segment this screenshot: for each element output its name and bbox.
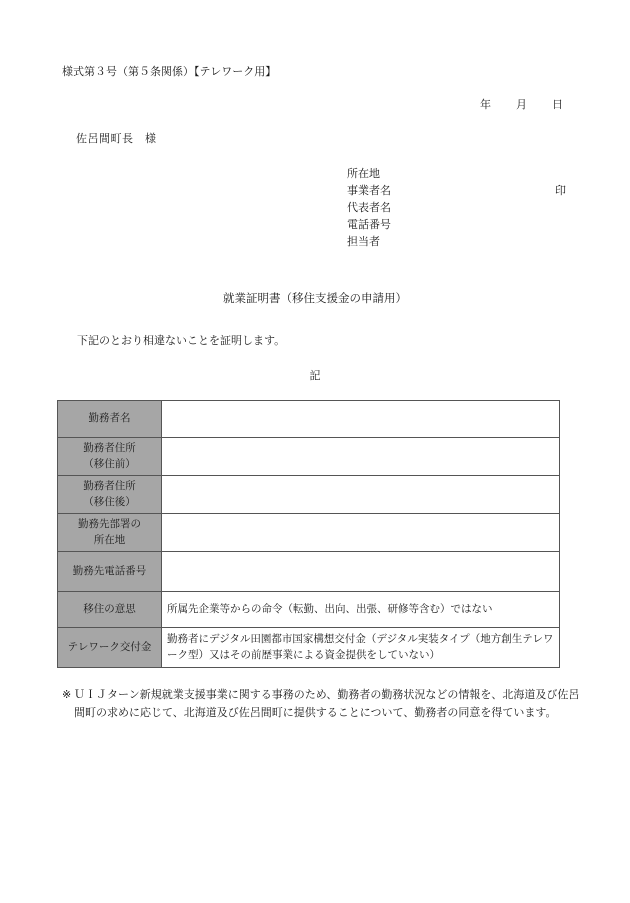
row-label-text: テレワーク交付金 — [67, 640, 152, 653]
applicant-address-label: 所在地 — [347, 167, 380, 180]
date-year-label: 年 — [480, 98, 491, 111]
applicant-phone-label: 電話番号 — [347, 218, 391, 231]
table-row — [58, 514, 560, 552]
form-number: 様式第３号（第５条関係）【テレワーク用】 — [62, 65, 277, 78]
row-label-text: 勤務先部署の 所在地 — [78, 517, 141, 546]
applicant-block — [347, 165, 391, 250]
row-label-telework-grant — [58, 628, 162, 668]
note-mark: ※ — [62, 688, 72, 701]
row-value-telework-grant — [162, 628, 560, 668]
row-value-office-phone[interactable] — [162, 552, 560, 592]
row-value-worker-name[interactable] — [162, 401, 560, 438]
row-value-address-after[interactable] — [162, 476, 560, 514]
table-row — [58, 592, 560, 628]
table-row — [58, 552, 560, 592]
addressee: 佐呂間町長 様 — [76, 132, 157, 145]
date-day-label: 日 — [552, 98, 563, 111]
row-value-relocation-intent — [162, 592, 560, 628]
telework-grant-text: 勤務者にデジタル田園都市国家構想交付金（デジタル実装タイプ（地方創生テレワーク型）又はその前歴事業による資金提供をしていない） — [167, 632, 554, 661]
row-label-address-before — [58, 438, 162, 476]
ki-heading: 記 — [309, 369, 321, 382]
table-row — [58, 476, 560, 514]
applicant-contact-label: 担当者 — [347, 235, 380, 248]
row-label-text: 勤務者名 — [88, 412, 131, 425]
date-line — [480, 97, 563, 114]
document-title: 就業証明書（移住支援金の申請用） — [223, 291, 407, 305]
row-label-text: 勤務者住所 （移住後） — [83, 479, 136, 508]
applicant-representative-label: 代表者名 — [347, 201, 391, 214]
row-label-text: 勤務先電話番号 — [72, 564, 147, 577]
row-value-department-location[interactable] — [162, 514, 560, 552]
row-label-text: 移住の意思 — [83, 602, 136, 615]
row-label-relocation-intent — [58, 592, 162, 628]
table-row — [58, 401, 560, 438]
row-label-worker-name — [58, 401, 162, 438]
note-text: ＵＩＪターン新規就業支援事業に関する事務のため、勤務者の勤務状況などの情報を、北海道及び佐呂間町の求めに応じて、北海道及び佐呂間町に提供することについて、勤務者の同意を得ています。 — [74, 688, 580, 720]
relocation-intent-text: 所属先企業等からの命令（転勤、出向、出張、研修等含む）ではない — [167, 602, 493, 615]
intro-statement: 下記のとおり相違ないことを証明します。 — [77, 334, 286, 347]
consent-note — [62, 686, 582, 722]
table-row — [58, 628, 560, 668]
applicant-business-name-label: 事業者名 — [347, 184, 391, 197]
row-label-text: 勤務者住所 （移住前） — [83, 441, 136, 470]
date-month-label: 月 — [516, 98, 527, 111]
row-label-office-phone — [58, 552, 162, 592]
row-label-department-location — [58, 514, 162, 552]
row-value-address-before[interactable] — [162, 438, 560, 476]
certificate-table — [57, 400, 560, 668]
table-row — [58, 438, 560, 476]
row-label-address-after — [58, 476, 162, 514]
seal-mark: 印 — [555, 184, 566, 197]
